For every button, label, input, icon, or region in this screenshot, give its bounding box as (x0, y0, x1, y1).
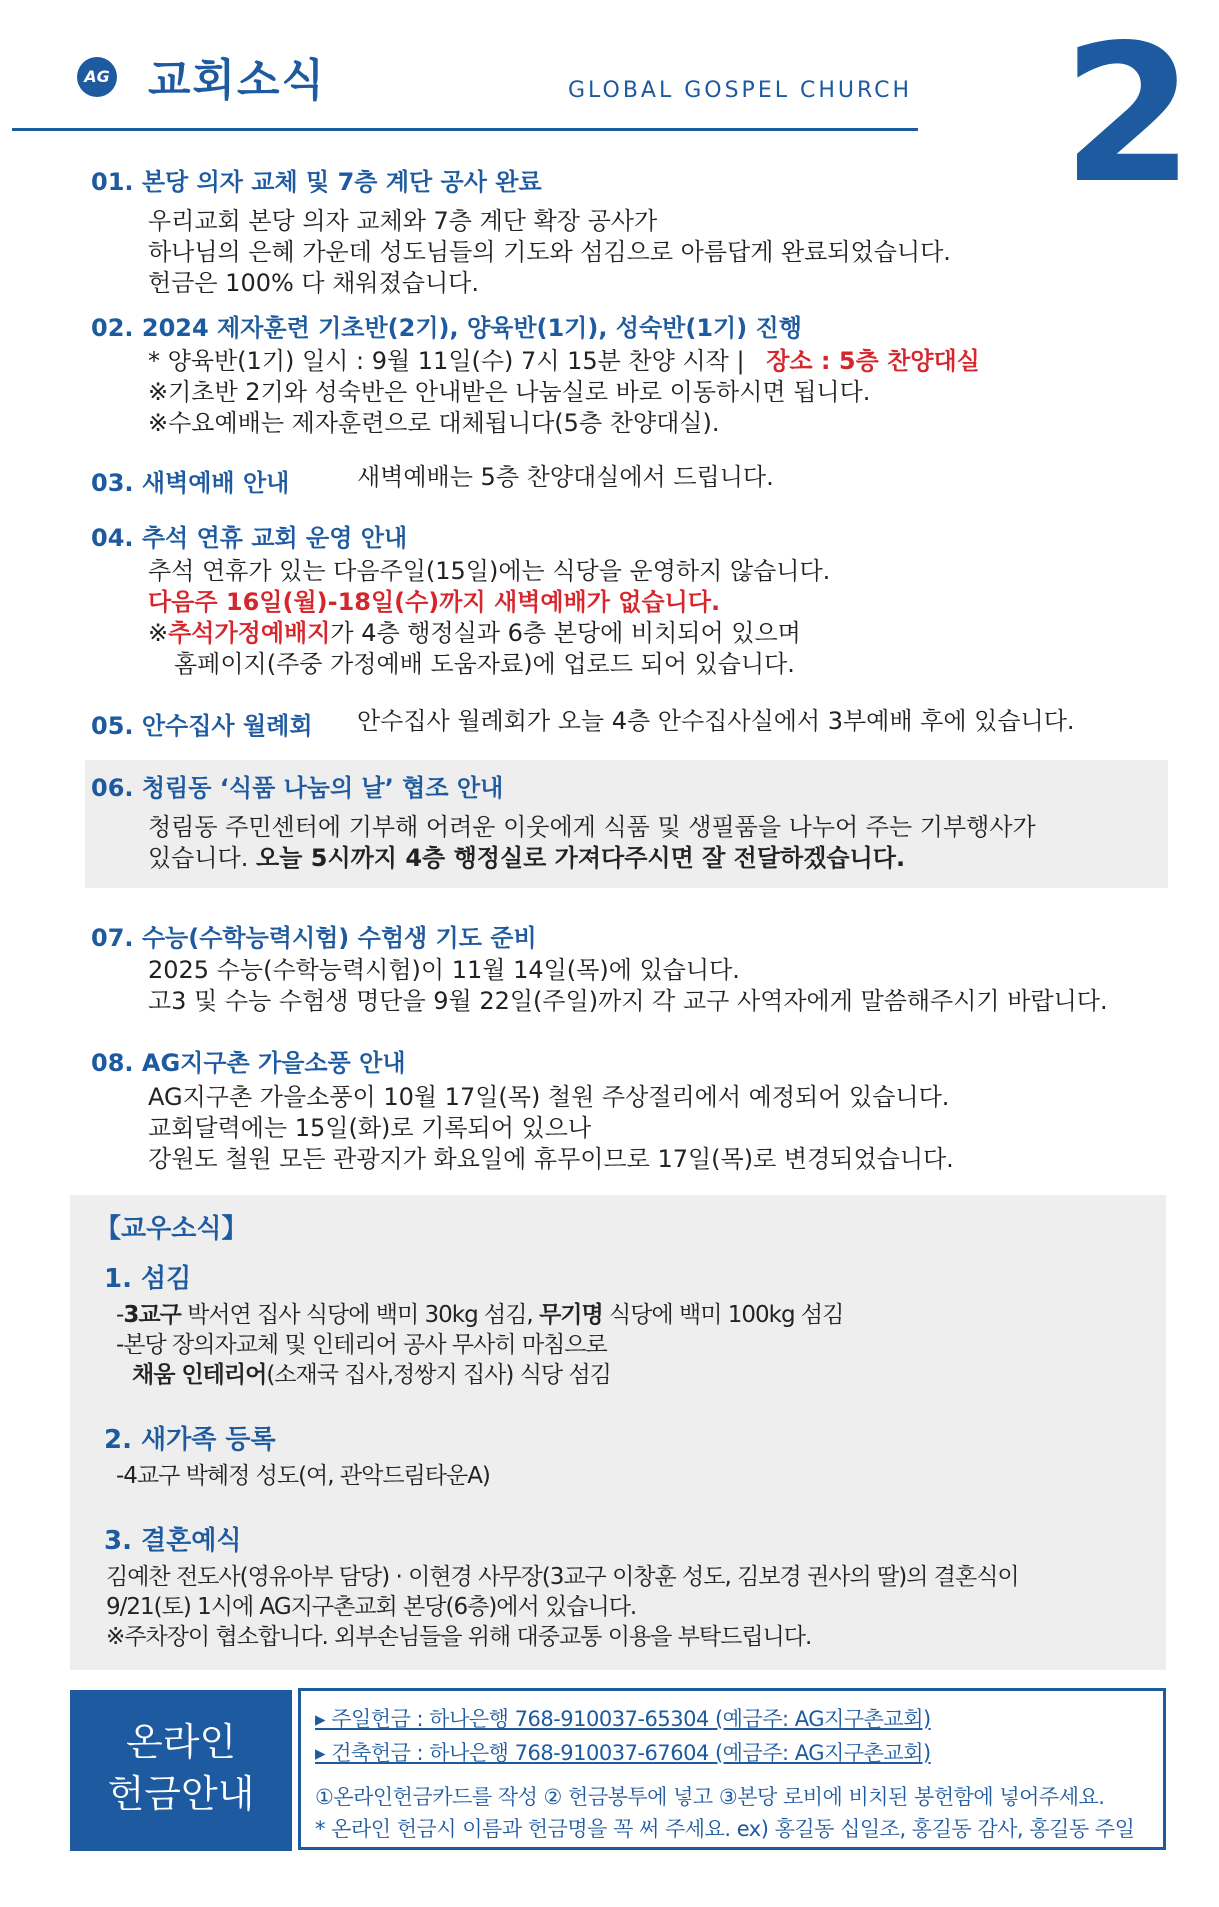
section-04-rest: 가 4층 행정실과 6층 본당에 비치되어 있으며 (330, 619, 801, 647)
section-01-title: 01. 본당 의자 교체 및 7층 계단 공사 완료 (91, 168, 542, 196)
news-1-line (116, 1360, 843, 1390)
member-news-heading: 【교우소식】 (95, 1214, 248, 1244)
anonymous: 무기명 (539, 1302, 603, 1328)
online-label-line: 헌금안내 (107, 1772, 255, 1816)
news-1-title: 1. 섬김 (104, 1264, 192, 1294)
section-08-title: 08. AG지구촌 가을소풍 안내 (91, 1049, 406, 1077)
chuseok-worship-guide: 추석가정예배지 (168, 619, 331, 647)
church-logo: AG (77, 57, 117, 97)
sunday-offering-account: ▸ 주일헌금 : 하나은행 768-910037-65304 (예금주: AG지구촌교회) (315, 1707, 931, 1731)
section-04-title: 04. 추석 연휴 교회 운영 안내 (91, 524, 408, 552)
news-2-title: 2. 새가족 등록 (104, 1425, 276, 1455)
section-04-body (148, 556, 830, 680)
section-04-line (148, 618, 830, 649)
church-name: GLOBAL GOSPEL CHURCH (568, 78, 913, 103)
section-07-body (148, 955, 1108, 1017)
section-03-title: 03. 새벽예배 안내 (91, 469, 290, 497)
news-2-body (116, 1461, 490, 1491)
news-3-line: ※주차장이 협소합니다. 외부손님들을 위해 대중교통 이용을 부탁드립니다. (106, 1624, 812, 1650)
section-06-plain: 있습니다. (148, 844, 249, 872)
section-06-line (148, 843, 1036, 874)
dash: - (116, 1302, 124, 1328)
news-3-line: 9/21(토) 1시에 AG지구촌교회 본당(6층)에서 있습니다. (106, 1594, 637, 1620)
news-1-body (116, 1300, 843, 1390)
news-1-line (116, 1300, 843, 1330)
section-08-line: 교회달력에는 15일(화)로 기록되어 있으나 (148, 1114, 592, 1142)
section-08-line: 강원도 철원 모든 관광지가 화요일에 휴무이므로 17일(목)로 변경되었습니다. (148, 1145, 954, 1173)
chaeum-interior: 채움 인테리어 (132, 1362, 267, 1388)
section-02-schedule: * 양육반(1기) 일시 : 9월 11일(수) 7시 15분 찬양 시작 | (148, 347, 745, 375)
page-number: 2 (1062, 4, 1195, 225)
news-1-text: (소재국 집사,정쌍지 집사) 식당 섬김 (266, 1362, 611, 1388)
news-1-text: 박서연 집사 식당에 백미 30kg 섬김, (180, 1302, 540, 1328)
section-01-body (148, 206, 951, 299)
parish-3: 3교구 (123, 1302, 181, 1328)
section-03-text: 새벽예배는 5층 찬양대실에서 드립니다. (357, 463, 774, 491)
news-1-text: 식당에 백미 100kg 섬김 (602, 1302, 844, 1328)
section-02-line: ※기초반 2기와 성숙반은 안내받은 나눔실로 바로 이동하시면 됩니다. (148, 378, 871, 406)
section-02-line (148, 346, 980, 377)
section-01-line: 하나님의 은혜 가운데 성도님들의 기도와 섬김으로 아름답게 완료되었습니다. (148, 238, 951, 266)
building-offering-account: ▸ 건축헌금 : 하나은행 768-910037-67604 (예금주: AG지구촌교회) (315, 1741, 931, 1765)
section-02-body (148, 346, 980, 439)
section-06-bold: 오늘 5시까지 4층 행정실로 가져다주시면 잘 전달하겠습니다. (256, 844, 906, 872)
section-02-line: ※수요예배는 제자훈련으로 대체됩니다(5층 찬양대실). (148, 409, 720, 437)
section-05-text: 안수집사 월례회가 오늘 4층 안수집사실에서 3부예배 후에 있습니다. (357, 707, 1075, 735)
section-04-notice: 다음주 16일(월)-18일(수)까지 새벽예배가 없습니다. (148, 588, 721, 616)
section-04-line: 홈페이지(주중 가정예배 도움자료)에 업로드 되어 있습니다. (174, 650, 795, 678)
news-3-title: 3. 결혼예식 (104, 1526, 242, 1556)
news-3-line: 김예찬 전도사(영유아부 담당) · 이현경 사무장(3교구 이창훈 성도, 김보경 권사의 딸)의 결혼식이 (106, 1564, 1019, 1590)
reference-mark: ※ (148, 619, 169, 647)
online-label-line: 온라인 (125, 1720, 237, 1764)
section-05-title: 05. 안수집사 월례회 (91, 712, 313, 740)
section-07-line: 고3 및 수능 수험생 명단을 9월 22일(주일)까지 각 교구 사역자에게 말씀해주시기 바랍니다. (148, 987, 1108, 1015)
section-02-location: 장소 : 5층 찬양대실 (766, 347, 980, 375)
section-02-title: 02. 2024 제자훈련 기초반(2기), 양육반(1기), 성숙반(1기) 진행 (91, 314, 802, 342)
news-1-line: -본당 장의자교체 및 인테리어 공사 무사히 마침으로 (116, 1332, 607, 1358)
header-divider (12, 128, 918, 131)
section-04-line: 추석 연휴가 있는 다음주일(15일)에는 식당을 운영하지 않습니다. (148, 557, 831, 585)
section-08-body (148, 1082, 954, 1175)
page-title: 교회소식 (148, 55, 327, 106)
section-06-line: 청림동 주민센터에 기부해 어려운 이웃에게 식품 및 생필품을 나누어 주는 기부행사가 (148, 813, 1036, 841)
section-06-title: 06. 청림동 ‘식품 나눔의 날’ 협조 안내 (91, 774, 504, 802)
section-01-line: 우리교회 본당 의자 교체와 7층 계단 확장 공사가 (148, 207, 658, 235)
news-2-line: -4교구 박혜정 성도(여, 관악드림타운A) (116, 1463, 490, 1489)
offering-note: * 온라인 헌금시 이름과 헌금명을 꼭 써 주세요. ex) 홍길동 십일조, 홍길동 감사, 홍길동 주일 (315, 1817, 1135, 1841)
news-3-body (106, 1562, 1019, 1652)
online-offering-label (70, 1690, 292, 1851)
section-01-line: 헌금은 100% 다 채워졌습니다. (148, 269, 479, 297)
section-06-body (148, 812, 1036, 874)
section-07-line: 2025 수능(수학능력시험)이 11월 14일(목)에 있습니다. (148, 956, 740, 984)
section-07-title: 07. 수능(수학능력시험) 수험생 기도 준비 (91, 924, 537, 952)
section-08-line: AG지구촌 가을소풍이 10월 17일(목) 철원 주상절리에서 예정되어 있습니다. (148, 1083, 950, 1111)
offering-steps: ①온라인헌금카드를 작성 ② 헌금봉투에 넣고 ③본당 로비에 비치된 봉헌함에 넣어주세요. (315, 1785, 1105, 1809)
online-offering-info (298, 1688, 1166, 1850)
